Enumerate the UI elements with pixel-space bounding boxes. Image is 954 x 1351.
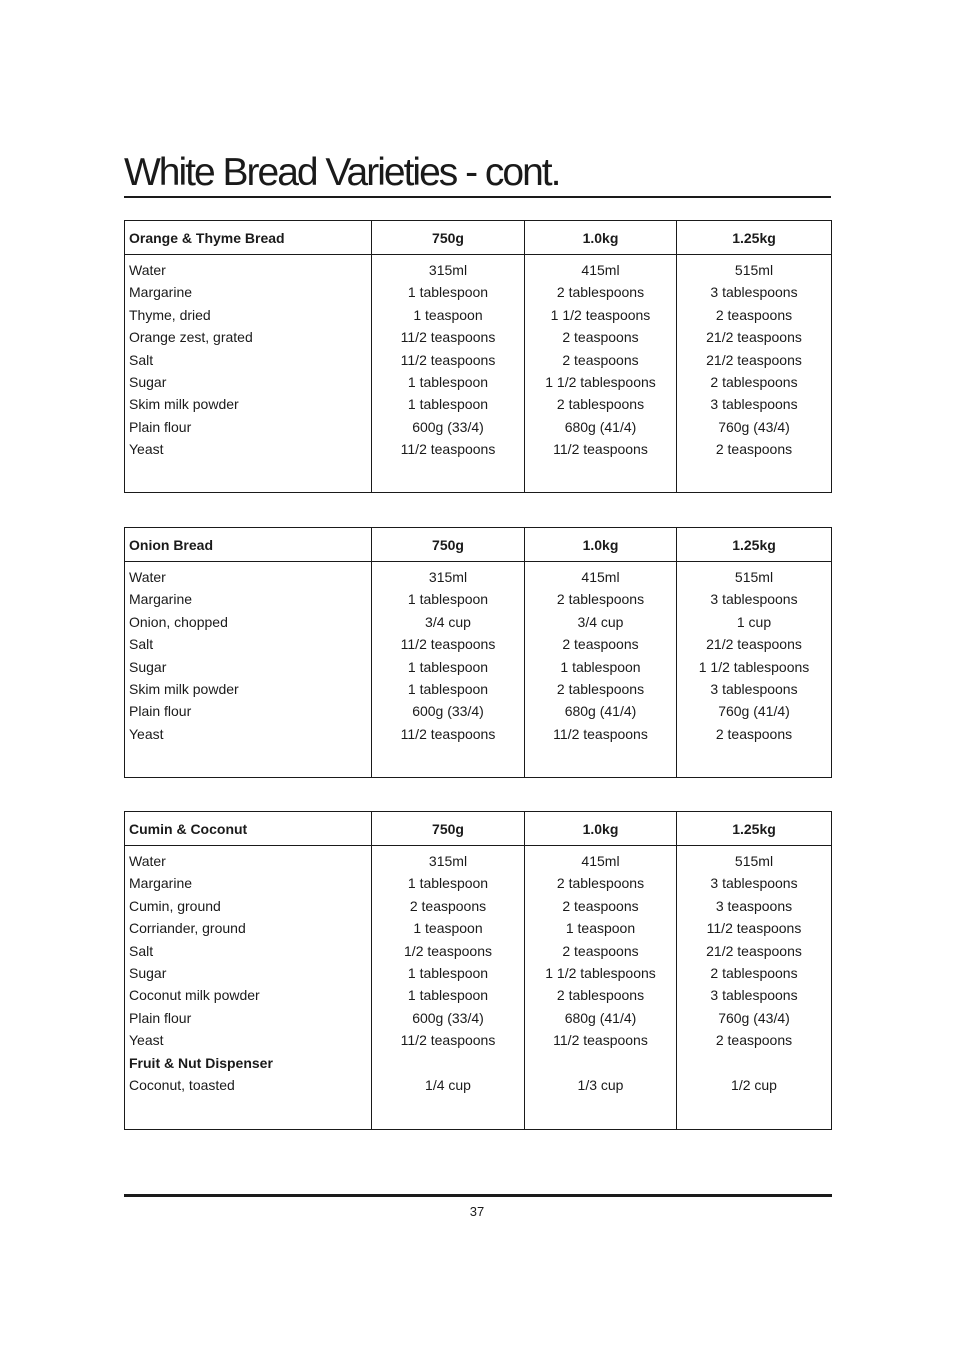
ingredient-amount: 2 tablespoons (556, 987, 645, 1004)
column-header-size: 750g (371, 812, 524, 845)
ingredient-amount: 2 teaspoons (715, 441, 793, 458)
column-header-size: 1.0kg (524, 812, 676, 845)
ingredient-amount: 600g (33/4) (412, 1009, 484, 1026)
ingredient-amount: 11/2 teaspoons (706, 920, 802, 937)
ingredient-amount: 11/2 teaspoons (400, 329, 496, 346)
ingredient-amount: 1 teaspoon (413, 920, 483, 937)
ingredient-amount: 315ml (428, 262, 468, 278)
ingredient-amount: 2 tablespoons (556, 680, 645, 697)
column-header-size: 750g (371, 221, 524, 254)
ingredient-name: Yeast (129, 725, 164, 742)
ingredient-amount: 1/4 cup (425, 1076, 471, 1093)
ingredient-name: Salt (129, 351, 154, 368)
ingredient-name: Sugar (129, 373, 167, 390)
ingredient-amount: 3 tablespoons (710, 987, 798, 1004)
size-column-750g (371, 846, 524, 1130)
ingredient-column (125, 255, 371, 493)
ingredient-amount: 3 tablespoons (710, 875, 798, 892)
ingredient-name: Plain flour (129, 703, 192, 720)
recipe-name: Orange & Thyme Bread (129, 229, 285, 246)
column-header-size: 1.25kg (676, 812, 831, 845)
ingredient-name: Coconut milk powder (129, 987, 260, 1004)
ingredient-amount: 2 teaspoons (409, 897, 487, 914)
ingredient-amount: 3 teaspoons (715, 897, 793, 914)
spacer (525, 1052, 676, 1074)
ingredient-amount: 11/2 teaspoons (400, 1032, 496, 1049)
ingredient-amount: 515ml (734, 262, 774, 278)
ingredient-amount: 1 tablespoon (407, 373, 489, 390)
column-header-size: 1.0kg (524, 221, 676, 254)
ingredient-amount: 3 tablespoons (710, 284, 798, 301)
table-body (125, 255, 831, 493)
spacer (372, 1052, 524, 1074)
ingredient-column (125, 562, 371, 778)
ingredient-amount: 3 tablespoons (710, 591, 798, 608)
ingredient-name: Plain flour (129, 418, 192, 435)
ingredient-name: Sugar (129, 658, 167, 675)
ingredient-amount: 415ml (581, 262, 620, 278)
ingredient-name: Water (129, 569, 166, 585)
ingredient-amount: 11/2 teaspoons (553, 725, 648, 742)
ingredient-amount: 1 1/2 teaspoons (550, 306, 651, 323)
recipe-table-onion (124, 527, 832, 778)
ingredient-name: Salt (129, 636, 154, 653)
column-header-size: 1.25kg (676, 528, 831, 561)
ingredient-amount: 315ml (428, 853, 468, 869)
ingredient-amount: 2 teaspoons (562, 636, 639, 653)
ingredient-name: Yeast (129, 1032, 164, 1049)
ingredient-amount: 21/2 teaspoons (706, 329, 802, 346)
ingredient-amount: 515ml (734, 853, 774, 869)
ingredient-amount: 760g (41/4) (718, 703, 790, 720)
ingredient-name: Water (129, 853, 166, 869)
ingredient-amount: 1 tablespoon (407, 680, 489, 697)
ingredient-name: Salt (129, 942, 154, 959)
ingredient-amount: 11/2 teaspoons (553, 1032, 648, 1049)
ingredient-amount: 11/2 teaspoons (400, 636, 496, 653)
table-header-row (125, 221, 831, 255)
size-column-1-25kg (676, 846, 831, 1130)
ingredient-amount: 3 tablespoons (710, 680, 798, 697)
ingredient-name: Yeast (129, 441, 164, 458)
dispenser-label: Fruit & Nut Dispenser (129, 1054, 273, 1071)
ingredient-amount: 600g (33/4) (412, 418, 484, 435)
ingredient-amount: 2 teaspoons (715, 306, 793, 323)
size-column-1-25kg (676, 562, 831, 778)
ingredient-amount: 2 teaspoons (562, 942, 639, 959)
ingredient-name: Sugar (129, 964, 167, 981)
page-title: White Bread Varieties - cont. (124, 151, 560, 194)
ingredient-amount: 1 tablespoon (407, 987, 489, 1004)
ingredient-amount: 415ml (581, 569, 620, 585)
ingredient-amount: 2 tablespoons (556, 875, 645, 892)
ingredient-amount: 1 tablespoon (407, 284, 489, 301)
size-column-1kg (524, 255, 676, 493)
table-header-row (125, 812, 831, 846)
ingredient-amount: 11/2 teaspoons (400, 725, 496, 742)
ingredient-name: Orange zest, grated (129, 329, 253, 346)
ingredient-amount: 2 teaspoons (562, 897, 639, 914)
spacer (677, 1052, 831, 1074)
ingredient-amount: 21/2 teaspoons (706, 942, 802, 959)
ingredient-name: Water (129, 262, 166, 278)
ingredient-amount: 1/2 teaspoons (404, 942, 492, 959)
ingredient-amount: 2 teaspoons (562, 329, 639, 346)
ingredient-name: Margarine (129, 284, 193, 301)
ingredient-name: Skim milk powder (129, 396, 239, 413)
ingredient-amount: 1 1/2 tablespoons (545, 373, 656, 390)
ingredient-amount: 3/4 cup (425, 613, 471, 630)
title-rule (124, 196, 831, 198)
ingredient-column (125, 846, 371, 1130)
ingredient-amount: 1 tablespoon (407, 964, 489, 981)
ingredient-name: Thyme, dried (129, 306, 211, 323)
ingredient-amount: 21/2 teaspoons (706, 636, 802, 653)
ingredient-amount: 680g (41/4) (564, 1009, 637, 1026)
ingredient-amount: 2 tablespoons (556, 284, 645, 301)
ingredient-amount: 2 tablespoons (710, 964, 798, 981)
ingredient-amount: 11/2 teaspoons (400, 441, 496, 458)
ingredient-amount: 1 1/2 tablespoons (545, 964, 656, 981)
size-column-750g (371, 562, 524, 778)
column-header-size: 1.25kg (676, 221, 831, 254)
ingredient-amount: 11/2 teaspoons (553, 441, 648, 458)
ingredient-amount: 1 teaspoon (565, 920, 636, 937)
size-column-1kg (524, 846, 676, 1130)
ingredient-amount: 760g (43/4) (718, 1009, 790, 1026)
ingredient-amount: 1 tablespoon (407, 591, 489, 608)
ingredient-amount: 2 teaspoons (562, 351, 639, 368)
ingredient-amount: 2 tablespoons (556, 591, 645, 608)
ingredient-amount: 1 tablespoon (560, 658, 641, 675)
ingredient-amount: 1 teaspoon (413, 306, 483, 323)
recipe-name: Cumin & Coconut (129, 820, 248, 837)
ingredient-name: Margarine (129, 875, 193, 892)
ingredient-amount: 680g (41/4) (564, 703, 637, 720)
table-body (125, 846, 831, 1130)
ingredient-amount: 3/4 cup (577, 613, 624, 630)
size-column-1-25kg (676, 255, 831, 493)
ingredient-amount: 515ml (734, 569, 774, 585)
recipe-name: Onion Bread (129, 536, 214, 553)
ingredient-amount: 2 tablespoons (556, 396, 645, 413)
ingredient-name: Corriander, ground (129, 920, 246, 937)
ingredient-amount: 600g (33/4) (412, 703, 484, 720)
ingredient-amount: 1 1/2 tablespoons (698, 658, 810, 675)
table-header-row (125, 528, 831, 562)
ingredient-amount: 11/2 teaspoons (400, 351, 496, 368)
ingredient-amount: 1 tablespoon (407, 875, 489, 892)
ingredient-amount: 415ml (581, 853, 620, 869)
ingredient-amount: 680g (41/4) (564, 418, 637, 435)
ingredient-amount: 21/2 teaspoons (706, 351, 802, 368)
page-number: 37 (469, 1204, 485, 1219)
recipe-table-cumin-coconut (124, 811, 832, 1130)
ingredient-amount: 2 teaspoons (715, 725, 793, 742)
recipe-table-orange-thyme (124, 220, 832, 493)
ingredient-amount: 760g (43/4) (718, 418, 790, 435)
ingredient-name: Cumin, ground (129, 897, 221, 914)
ingredient-amount: 3 tablespoons (710, 396, 798, 413)
ingredient-amount: 1 tablespoon (407, 396, 489, 413)
ingredient-amount: 1/3 cup (577, 1076, 624, 1093)
ingredient-amount: 315ml (428, 569, 468, 585)
ingredient-name: Plain flour (129, 1009, 192, 1026)
table-body (125, 562, 831, 778)
ingredient-amount: 2 teaspoons (715, 1032, 793, 1049)
ingredient-amount: 1/2 cup (731, 1076, 777, 1093)
ingredient-name: Coconut, toasted (129, 1076, 235, 1093)
ingredient-name: Onion, chopped (129, 613, 228, 630)
ingredient-name: Skim milk powder (129, 680, 239, 697)
size-column-750g (371, 255, 524, 493)
size-column-1kg (524, 562, 676, 778)
ingredient-amount: 1 cup (736, 613, 772, 630)
ingredient-name: Margarine (129, 591, 193, 608)
column-header-size: 750g (371, 528, 524, 561)
ingredient-amount: 1 tablespoon (407, 658, 489, 675)
column-header-size: 1.0kg (524, 528, 676, 561)
ingredient-amount: 2 tablespoons (710, 373, 798, 390)
footer-rule (124, 1194, 832, 1197)
